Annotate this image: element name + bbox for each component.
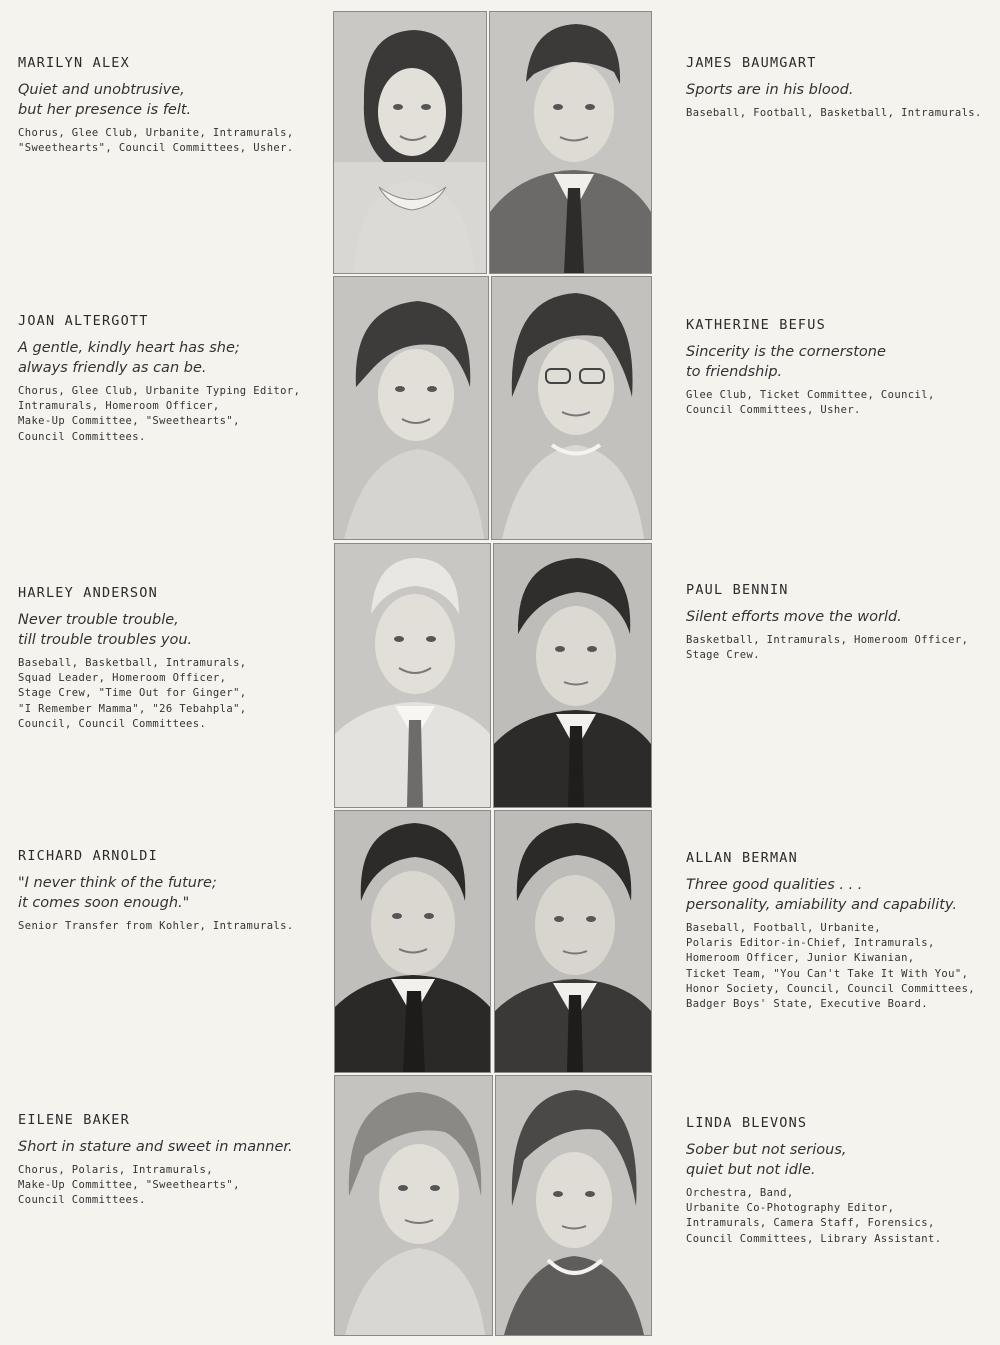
- student-name: HARLEY ANDERSON: [18, 585, 158, 601]
- activity-line: Urbanite Co-Photography Editor,: [686, 1202, 895, 1215]
- activity-line: Chorus, Glee Club, Urbanite, Intramurals,: [18, 127, 294, 139]
- portrait-photo-allan-berman: [494, 810, 652, 1073]
- student-activities: [18, 1163, 318, 1209]
- student-name: EILENE BAKER: [18, 1112, 130, 1128]
- activity-line: Badger Boys' State, Executive Board.: [686, 998, 928, 1011]
- quote-line: Sincerity is the cornerstone: [686, 344, 886, 360]
- student-quote: [18, 873, 318, 913]
- activity-line: Council, Council Committees.: [18, 717, 207, 730]
- activity-line: Glee Club, Ticket Committee, Council,: [686, 389, 935, 401]
- activity-line: Intramurals, Homeroom Officer,: [18, 400, 220, 413]
- student-name: LINDA BLEVONS: [686, 1115, 808, 1131]
- quote-line: "I never think of the future;: [18, 875, 217, 891]
- activity-line: Polaris Editor-in-Chief, Intramurals,: [686, 937, 935, 950]
- activity-line: Council Committees, Library Assistant.: [686, 1232, 942, 1245]
- student-quote: [18, 338, 318, 378]
- quote-line: Sports are in his blood.: [686, 82, 854, 98]
- entry-james-baumgart: [686, 54, 986, 121]
- activity-line: Make-Up Committee, "Sweethearts",: [18, 1179, 240, 1192]
- activity-line: "I Remember Mamma", "26 Tebahpla",: [18, 702, 247, 715]
- portrait-photo-james-baumgart: [489, 11, 652, 274]
- quote-line: Never trouble trouble,: [18, 612, 179, 628]
- entry-eilene-baker: [18, 1111, 318, 1209]
- entry-linda-blevons: [686, 1114, 986, 1247]
- portrait-photo-katherine-befus: [491, 276, 652, 540]
- activity-line: Homeroom Officer, Junior Kiwanian,: [686, 952, 915, 965]
- quote-line: but her presence is felt.: [18, 102, 192, 118]
- activity-line: Baseball, Football, Urbanite,: [686, 922, 881, 934]
- activity-line: "Sweethearts", Council Committees, Usher.: [18, 142, 294, 155]
- student-activities: [18, 126, 318, 156]
- quote-line: Sober but not serious,: [686, 1142, 847, 1158]
- student-name: KATHERINE BEFUS: [686, 317, 826, 333]
- entry-marilyn-alex: [18, 54, 318, 156]
- portrait-photo-marilyn-alex: [333, 11, 487, 274]
- activity-line: Honor Society, Council, Council Committees,: [686, 982, 976, 995]
- activity-line: Stage Crew, "Time Out for Ginger",: [18, 687, 247, 700]
- portrait-photo-harley-anderson: [334, 543, 491, 808]
- activity-line: Council Committees.: [18, 430, 146, 443]
- entry-harley-anderson: [18, 584, 318, 732]
- student-quote: [686, 875, 986, 915]
- student-name: PAUL BENNIN: [686, 582, 789, 598]
- student-activities: [686, 633, 986, 663]
- activity-line: Council Committees.: [18, 1194, 146, 1207]
- student-activities: [18, 656, 318, 732]
- quote-line: to friendship.: [686, 364, 783, 380]
- quote-line: Short in stature and sweet in manner.: [18, 1139, 293, 1155]
- student-quote: [18, 1137, 318, 1157]
- activity-line: Basketball, Intramurals, Homeroom Officer,: [686, 634, 969, 646]
- quote-line: till trouble troubles you.: [18, 632, 193, 648]
- activity-line: Chorus, Polaris, Intramurals,: [18, 1164, 213, 1176]
- entry-joan-altergott: [18, 312, 318, 445]
- student-quote: [686, 80, 986, 100]
- activity-line: Stage Crew.: [686, 649, 760, 662]
- student-activities: [686, 1186, 986, 1247]
- entry-katherine-befus: [686, 316, 986, 418]
- activity-line: Baseball, Basketball, Intramurals,: [18, 657, 247, 669]
- portrait-photo-joan-altergott: [333, 276, 489, 540]
- entry-allan-berman: [686, 849, 986, 1012]
- student-name: ALLAN BERMAN: [686, 850, 798, 866]
- portrait-photo-richard-arnoldi: [334, 810, 491, 1073]
- portrait-photo-eilene-baker: [334, 1075, 493, 1336]
- activity-line: Baseball, Football, Basketball, Intramurals.: [686, 107, 982, 119]
- portrait-photo-linda-blevons: [495, 1075, 652, 1336]
- activity-line: Intramurals, Camera Staff, Forensics,: [686, 1217, 935, 1230]
- student-activities: [686, 388, 986, 418]
- quote-line: Three good qualities . . .: [686, 877, 863, 893]
- student-activities: [18, 919, 318, 934]
- student-activities: [18, 384, 318, 445]
- entry-richard-arnoldi: [18, 847, 318, 934]
- student-name: MARILYN ALEX: [18, 55, 130, 71]
- quote-line: it comes soon enough.": [18, 895, 190, 911]
- student-name: JAMES BAUMGART: [686, 55, 817, 71]
- activity-line: Ticket Team, "You Can't Take It With You",: [686, 967, 969, 980]
- student-quote: [686, 342, 986, 382]
- student-activities: [686, 106, 986, 121]
- student-quote: [18, 610, 318, 650]
- student-quote: [686, 1140, 986, 1180]
- quote-line: always friendly as can be.: [18, 360, 207, 376]
- quote-line: quiet but not idle.: [686, 1162, 816, 1178]
- entry-paul-bennin: [686, 581, 986, 663]
- quote-line: A gentle, kindly heart has she;: [18, 340, 240, 356]
- quote-line: personality, amiability and capability.: [686, 897, 957, 913]
- activity-line: Chorus, Glee Club, Urbanite Typing Editor,: [18, 385, 301, 397]
- portrait-photo-paul-bennin: [493, 543, 652, 808]
- activity-line: Make-Up Committee, "Sweethearts",: [18, 415, 240, 428]
- activity-line: Council Committees, Usher.: [686, 404, 861, 417]
- student-quote: [686, 607, 986, 627]
- activity-line: Senior Transfer from Kohler, Intramurals.: [18, 920, 294, 932]
- student-name: RICHARD ARNOLDI: [18, 848, 158, 864]
- quote-line: Silent efforts move the world.: [686, 609, 902, 625]
- quote-line: Quiet and unobtrusive,: [18, 82, 185, 98]
- student-activities: [686, 921, 986, 1012]
- activity-line: Squad Leader, Homeroom Officer,: [18, 672, 227, 685]
- activity-line: Orchestra, Band,: [686, 1187, 794, 1199]
- student-name: JOAN ALTERGOTT: [18, 313, 149, 329]
- student-quote: [18, 80, 318, 120]
